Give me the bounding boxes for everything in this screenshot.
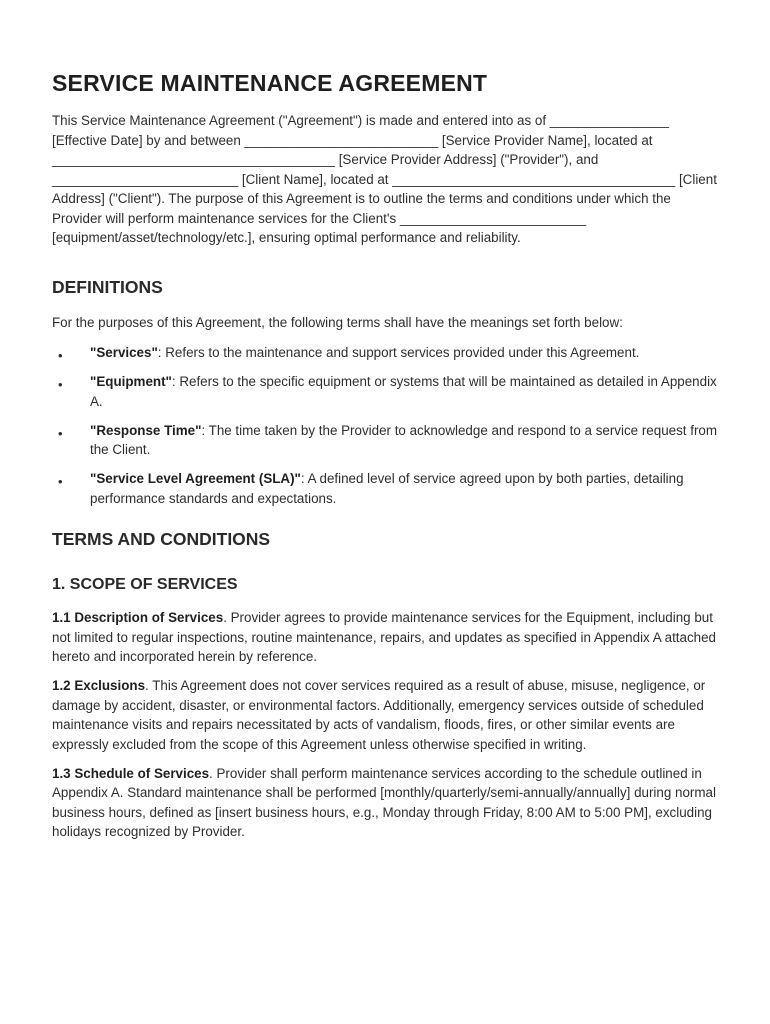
terms-heading: TERMS AND CONDITIONS xyxy=(52,529,271,549)
definitions-list xyxy=(52,343,718,508)
definitions-heading: DEFINITIONS xyxy=(52,276,163,297)
clause-schedule-of-services xyxy=(52,764,718,842)
definition-text: : A defined level of service agreed upon by both parties, detailing performance standards and expectations. xyxy=(90,471,684,506)
clause-text: . This Agreement does not cover services required as a result of abuse, misuse, negligence, or damage by accident, disaster, or environmental factors. Additionally, emergency services outside of scheduled maintenance visits and repairs necessitated by acts of vandalism, floods, fires, or other similar events are expressly excluded from the scope of this Agreement unless otherwise specified in writing. xyxy=(52,678,706,752)
clause-text: . Provider agrees to provide maintenance services for the Equipment, including but not limited to regular inspections, routine maintenance, repairs, and updates as specified in Appendix A attached hereto and incorporated herein by reference. xyxy=(52,610,716,664)
document-title: SERVICE MAINTENANCE AGREEMENT xyxy=(52,70,488,96)
definition-item xyxy=(52,469,718,508)
definition-term: "Service Level Agreement (SLA)" xyxy=(90,471,301,486)
definition-term: "Response Time" xyxy=(90,422,202,438)
bullet-icon: • xyxy=(58,377,63,392)
definition-term: "Equipment" xyxy=(90,374,172,389)
clause-exclusions xyxy=(52,676,718,754)
definition-item xyxy=(52,343,718,363)
intro-paragraph: This Service Maintenance Agreement ("Agreement") is made and entered into as of ________________ [Effective Date] by and between __________________________ [Service Provider Name], located at ______________________________________ [Service Provider Address] ("Provider"), and _________________________ [Client Name], located at ______________________________________ [Client Address] ("Client"). The purpose of this Agreement is to outline the terms and conditions under which the Provider will perform maintenance services for the Client's _________________________ [equipment/asset/technology/etc.], ensuring optimal performance and reliability. xyxy=(52,113,717,245)
definition-term: "Services" xyxy=(90,345,158,360)
scope-heading: 1. SCOPE OF SERVICES xyxy=(52,576,238,593)
clause-title: 1.1 Description of Services xyxy=(52,610,224,625)
clause-title: 1.2 Exclusions xyxy=(52,678,146,693)
bullet-icon: • xyxy=(58,425,63,441)
clause-title: 1.3 Schedule of Services xyxy=(52,765,210,781)
clause-description-of-services xyxy=(52,608,718,667)
definition-text: : The time taken by the Provider to acknowledge and respond to a service request from the Client. xyxy=(90,422,718,457)
definition-item xyxy=(52,372,718,411)
definition-text: : Refers to the maintenance and support services provided under this Agreement. xyxy=(157,345,640,360)
bullet-icon: • xyxy=(58,474,63,489)
definition-text: : Refers to the specific equipment or systems that will be maintained as detailed in Appendix A. xyxy=(90,374,717,409)
clause-text: . Provider shall perform maintenance services according to the schedule outlined in Appendix A. Standard maintenance shall be performed [monthly/quarterly/semi-annually/annually] during normal business hours, defined as [insert business hours, e.g., Monday through Friday, 8:00 AM to 5:00 PM], excluding holidays recognized by Provider. xyxy=(52,765,716,839)
bullet-icon: • xyxy=(58,348,63,363)
definitions-lead: For the purposes of this Agreement, the following terms shall have the meanings set forth below: xyxy=(52,314,623,330)
definition-item xyxy=(52,421,718,460)
